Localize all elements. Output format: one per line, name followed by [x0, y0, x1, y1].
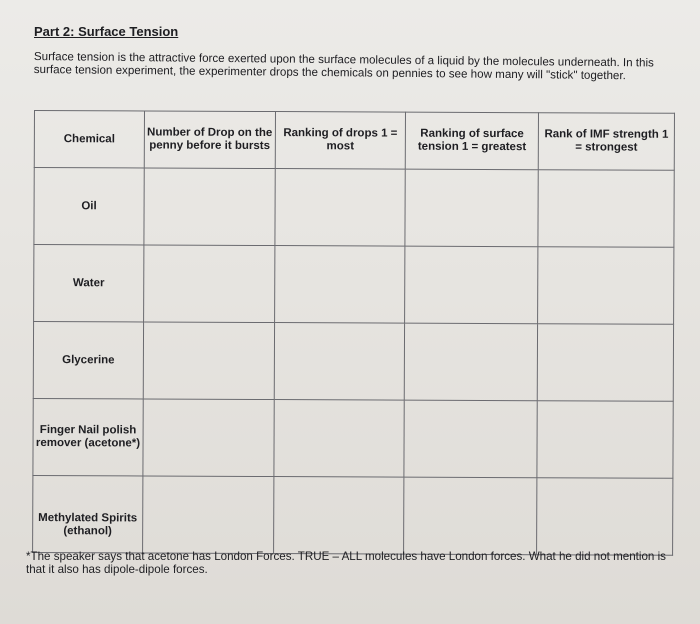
header-ranking-of-drops: Ranking of drops 1 = most: [275, 112, 406, 170]
chemical-cell: Methylated Spirits (ethanol): [33, 475, 143, 552]
header-rank-imf: Rank of IMF strength 1 = strongest: [538, 113, 674, 171]
table-row: [33, 322, 673, 402]
blank-cell[interactable]: [537, 478, 673, 556]
blank-cell[interactable]: [404, 400, 537, 478]
blank-cell[interactable]: [274, 246, 405, 324]
section-title: Part 2: Surface Tension: [34, 24, 179, 39]
table-row: [33, 475, 673, 555]
blank-cell[interactable]: [275, 169, 406, 247]
blank-cell[interactable]: [143, 476, 274, 554]
blank-cell[interactable]: [144, 245, 275, 323]
table-row: [34, 245, 674, 325]
blank-cell[interactable]: [144, 168, 275, 246]
blank-cell[interactable]: [404, 477, 537, 555]
blank-cell[interactable]: [274, 323, 405, 401]
chemical-cell: Oil: [34, 168, 144, 245]
blank-cell[interactable]: [537, 401, 673, 479]
blank-cell[interactable]: [143, 322, 274, 400]
blank-cell[interactable]: [274, 400, 405, 478]
intro-paragraph: Surface tension is the attractive force exerted upon the surface molecules of a liquid by the molecules underneath. In this surface tension experiment, the experimenter drops the chemicals on pennies to see how many will "stick" together.: [33, 50, 654, 83]
footnote: *The speaker says that acetone has London Forces. TRUE – ALL molecules have London forces. What he did not mention is that it also has dipole-dipole forces.: [26, 550, 666, 576]
blank-cell[interactable]: [143, 399, 274, 477]
blank-cell[interactable]: [273, 477, 404, 555]
table-row: [33, 398, 673, 478]
blank-cell[interactable]: [537, 324, 673, 402]
surface-tension-table: [32, 110, 675, 556]
blank-cell[interactable]: [538, 170, 674, 248]
table-row: [34, 168, 674, 248]
chemical-cell: Finger Nail polish remover (acetone*): [33, 398, 143, 475]
blank-cell[interactable]: [405, 323, 538, 401]
chemical-cell: Glycerine: [33, 322, 143, 399]
header-number-of-drops: Number of Drop on the penny before it bursts: [144, 111, 275, 169]
header-ranking-surface-tension: Ranking of surface tension 1 = greatest: [406, 112, 539, 170]
blank-cell[interactable]: [405, 169, 538, 247]
table-header-row: [34, 111, 674, 171]
chemical-cell: Water: [34, 245, 144, 322]
blank-cell[interactable]: [405, 246, 538, 324]
header-chemical: Chemical: [34, 111, 144, 168]
blank-cell[interactable]: [538, 247, 674, 325]
